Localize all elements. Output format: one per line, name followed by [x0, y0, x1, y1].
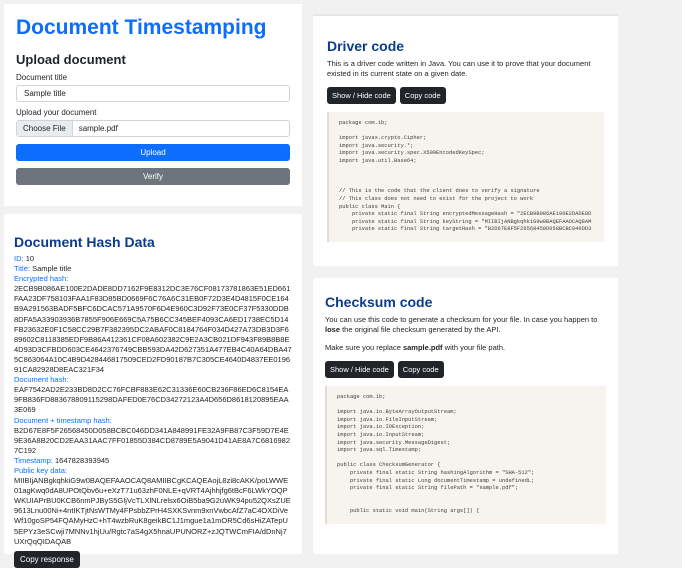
title-row	[14, 264, 292, 274]
copy-code-button[interactable]: Copy code	[400, 87, 446, 104]
hash-data-panel	[4, 214, 302, 564]
doc-timestamp-hash-key: Document + timestamp hash:	[14, 415, 112, 425]
verify-button[interactable]: Verify	[16, 168, 290, 185]
id-key: ID:	[14, 254, 24, 263]
timestamp-key: Timestamp:	[14, 455, 53, 465]
driver-code-panel	[313, 14, 618, 266]
upload-heading: Upload document	[16, 52, 126, 67]
choose-file-button[interactable]: Choose File	[17, 121, 73, 136]
doc-timestamp-hash-value: B2D67E8F5F26568450D058BCBC046DD341A848991FE32A9FB87C3F59D7E4E9E36A8B20CD2EAA31AAC7FF01855D384CD8789E5A9041D41AE8A7C68169827C192	[14, 425, 291, 455]
show-hide-code-button[interactable]: Show / Hide code	[325, 361, 394, 378]
file-name: sample.pdf	[78, 124, 118, 133]
copy-code-button[interactable]: Copy code	[398, 361, 444, 378]
checksum-desc-bold: lose	[325, 325, 341, 334]
copy-response-button[interactable]: Copy response	[14, 551, 80, 568]
encrypted-hash-value: 2ECB9B086AE100E2DADE8DD7162F9E8312DC3E76CF08173781863E51ED661FAA23DF758103FAA1F83D85BD0669F6C76A6C31EB0F72D3E4D4815F0CE164B9A291563BADF5BFC6DCAC571A9570F6D4E960C3D92F73E0CF37F5330DDB8DFA5A33903936B7855F906E669C5A75B6CC345BEF4093CA6ED1738EC5D14FB23632E0F1C58CC29B7F382395DC2ABAF0C8184764F034D427A73DB3D3F689602C8118385EDF9B86A412361CF08A602382C9E2A3CB021DF943F89B8B8E4D93D3CFBDD603CE4642376749CBB593DA42D627351A477EB4C40A64DBA475C863064A10C4B9D428446817509CED2FD90187B7C305CE4640D4837EE019691CA82928D8EAC321F34	[14, 284, 292, 375]
timestamp-value: 1647828393945	[55, 455, 110, 465]
show-hide-code-button[interactable]: Show / Hide code	[327, 87, 396, 104]
checksum-desc	[325, 315, 606, 335]
file-input[interactable]	[16, 120, 290, 137]
id-value: 10	[25, 254, 35, 263]
encrypted-hash-key: Encrypted hash:	[14, 274, 69, 284]
driver-button-row	[327, 87, 604, 104]
checksum-code-panel	[313, 278, 618, 554]
checksum-note-text: Make sure you replace	[325, 343, 403, 352]
upload-button[interactable]: Upload	[16, 144, 290, 161]
checksum-note	[325, 343, 606, 353]
title-key: Title:	[14, 264, 30, 274]
checksum-code-block[interactable]: package com.ib; import java.io.ByteArrayOutputStream; import java.io.FileInputStream; import java.io.IOException; import java.io.InputStream; import java.security.MessageDigest; import java.sql.Timestamp; public class ChecksumGenerator { private final static String hashingAlgorithm = "SHA-512"; private final static Long documentTimestamp = undefinedL; private final static String filePath = "sample.pdf"; public static void main(String args[]) {	[325, 386, 606, 524]
checksum-desc-tail: the original file checksum generated by the API.	[340, 325, 501, 334]
public-key-value: MIIBIjANBgkqhkiG9w0BAQEFAAOCAQ8AMIIBCgKCAQEAojL8zi8cAKK/poLWWE01agKwq0dA8UPOtQbv6u+eXzT71u63zhF0NLE+qVRT4Ajhhjfg6tBcF6LWkYOQPWKUIAPrBU0KCB6nmPJByS5GIjVcTLXlNLrelsx6OiB5ba9G2uWK94pu52QXsZUE9613Lnu00Ni+4ntIKTjtNsWTMy4FPsbbZPrH4SXKSvnm9xnVwbcAfZ7aC4OXDiVeWf10goSP54FQAMyHzC+hT4wzbRuK8geikBC1J1mgue1a1mOR5Cd6sHiZATepU5EPYz3eSCwji7MNNv1hjUu/Rgtc7aS4gX5hnaUPUNORZ+zJQTWCmFIA/dDnNj7UXrQqQIDAQAB	[14, 476, 291, 546]
checksum-note-bold: sample.pdf	[402, 343, 443, 352]
hash-data-title: Document Hash Data	[14, 234, 155, 250]
id-row	[14, 254, 292, 264]
document-hash-key: Document hash:	[14, 375, 69, 385]
timestamp-row	[14, 456, 292, 466]
public-key-key: Public key data:	[14, 465, 67, 475]
driver-code-title: Driver code	[327, 38, 405, 54]
page-title: Document Timestamping	[16, 16, 267, 39]
checksum-button-row	[325, 361, 606, 378]
timestamping-panel	[4, 4, 302, 206]
driver-code-block[interactable]: package com.ib; import javax.crypto.Cipher; import java.security.*; import java.security.spec.X509EncodedKeySpec; import java.util.Base64; // This is the code that the client does to verify a signature // This class does not need to exist for the project to work public class Main { private static final String encryptedMessageHash = "2ECB9B086AE100E2DADE8D private static final String keyString = "MIIBIjANBgkqhkiG9w0BAQEFAAOCAQ8AM private static final String targetHash = "B2D67E8F5F26568450D058BCBC046DD3	[327, 112, 604, 242]
checksum-note-tail: with your file path.	[442, 343, 506, 352]
document-hash-value: EAF7542AD2E233BD8D2CC76FCBF883E62C31336E60CB236F86ED6C8154EA9FB836FD883678809115298DAFED0E76CD34272123A4D656D8618120895EAA3E069	[14, 385, 289, 415]
upload-label: Upload your document	[16, 108, 97, 117]
doc-title-label: Document title	[16, 73, 68, 82]
title-value: Sample title	[32, 264, 72, 274]
driver-code-desc: This is a driver code written in Java. You can use it to prove that your document existed in its current state on a given date.	[327, 59, 591, 78]
doc-title-input[interactable]: Sample title	[16, 85, 290, 102]
checksum-code-title: Checksum code	[325, 294, 433, 310]
checksum-desc-text: You can use this code to generate a checksum for your file. In case you happen to	[325, 315, 598, 324]
